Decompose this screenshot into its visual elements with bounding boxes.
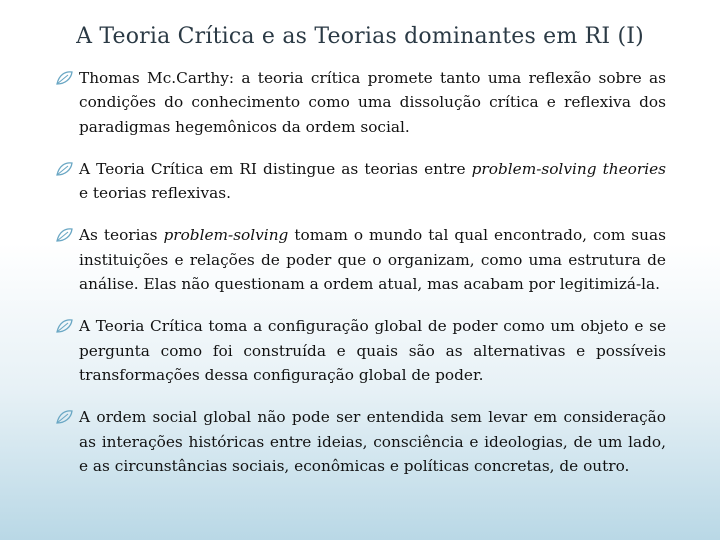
leaf-bullet-icon [56,227,73,243]
bullet-item-3 [54,223,666,296]
bullet-text: A ordem social global não pode ser entendida sem levar em consideração as interações históricas entre ideias, consciência e ideologias, de um lado, e as circunstâncias sociais, econômicas e políticas concretas, de outro. [79,408,666,475]
slide-title: A Teoria Crítica e as Teorias dominantes em RI (I) [76,24,644,49]
bullet-text-start: A Teoria Crítica em RI distingue as teorias entre [79,159,472,178]
leaf-bullet-icon [56,318,73,334]
leaf-bullet-icon [56,409,73,425]
bullet-list [54,66,666,496]
bullet-text-end: tomam o mundo tal qual encontrado, com suas instituições e relações de poder que o organizam, como uma estrutura de análise. Elas não questionam a ordem atual, mas acabam por legitimizá-la. [79,226,666,294]
bullet-item-2 [54,157,666,206]
bullet-text-end: e teorias reflexivas. [79,184,231,203]
bullet-item-4 [54,314,666,387]
bullet-text-emphasis: problem-solving theories [471,159,666,178]
leaf-bullet-icon [56,70,73,86]
bullet-text-start: As teorias [79,226,164,245]
bullet-item-5 [54,405,666,478]
bullet-text-emphasis: problem-solving [163,226,289,245]
bullet-text: A Teoria Crítica toma a configuração global de poder como um objeto e se pergunta como foi construída e quais são as alternativas e possíveis transformações dessa configuração global de poder. [79,317,666,384]
leaf-bullet-icon [56,161,73,177]
bullet-text: Thomas Mc.Carthy: a teoria crítica promete tanto uma reflexão sobre as condições do conhecimento como uma dissolução crítica e reflexiva dos paradigmas hegemônicos da ordem social. [79,69,666,136]
bullet-item-1 [54,66,666,139]
